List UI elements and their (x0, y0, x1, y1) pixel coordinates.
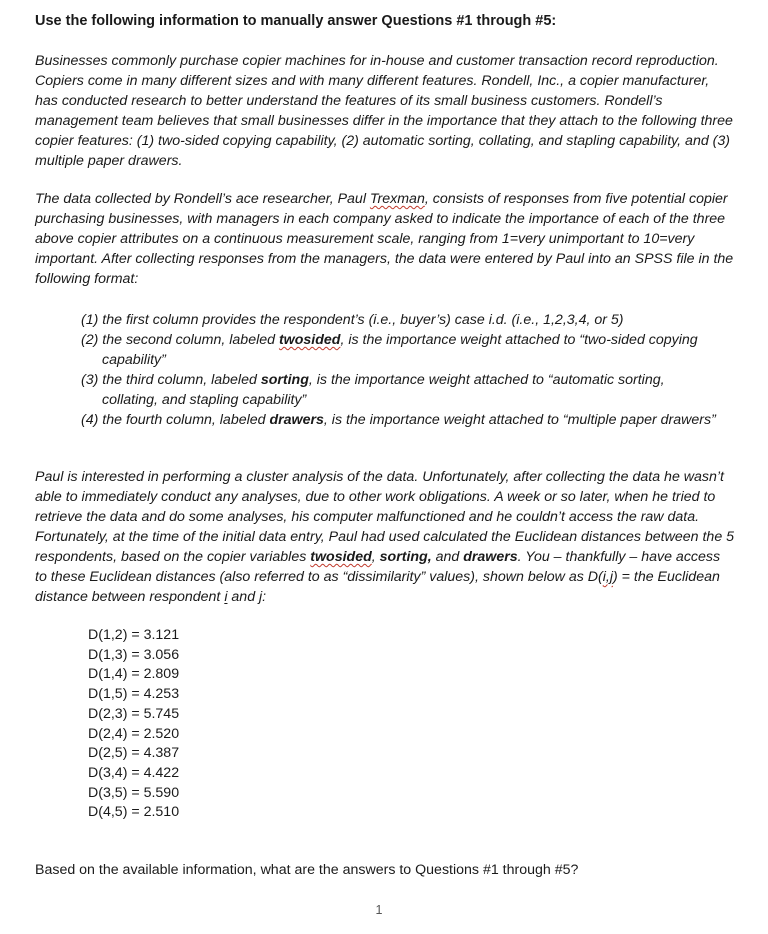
distance-value: D(1,3) = 3.056 (88, 646, 180, 663)
index-ij: i,j (602, 569, 613, 585)
distance-value: D(3,5) = 5.590 (88, 784, 180, 801)
list-item: (2) the second column, labeled twosided, is the importance weight attached to “two-sided copying capability” (81, 332, 698, 368)
index-i: i (224, 589, 228, 605)
list-item: (3) the third column, labeled sorting, is the importance weight attached to “automatic sorting, collating, and stapling capability” (81, 372, 665, 408)
variable-drawers: drawers (269, 412, 324, 428)
column-format-list (81, 310, 721, 430)
distance-list (88, 626, 179, 823)
variable-drawers: drawers (463, 549, 518, 565)
variable-twosided: twosided (310, 549, 372, 565)
page-number: 1 (375, 903, 383, 917)
data-description-paragraph (35, 189, 735, 289)
cluster-analysis-paragraph: Paul is interested in performing a cluster analysis of the data. Unfortunately, after collecting the data he wasn’t able to immediately conduct any analyses, due to other work obligations. A week or so later, when he tried to retrieve the data and do some analyses, his computer malfunctioned and he couldn’t access the raw data. Fortunately, at the time of the initial data entry, Paul had used calculated the Euclidean distances between the 5 respondents, based on the copier variables twosided, sorting, and drawers. You – thankfully – have access to these Euclidean distances (also referred to as “dissimilarity” values), shown below as D(i,j) = the Euclidean distance between respondent i and j: (35, 469, 735, 605)
distance-value: D(3,4) = 4.422 (88, 764, 180, 781)
closing-question: Based on the available information, what are the answers to Questions #1 through #5? (35, 862, 579, 878)
distance-value: D(2,3) = 5.745 (88, 705, 180, 722)
instructions-heading: Use the following information to manually answer Questions #1 through #5: (35, 13, 557, 29)
para2-text-before: The data collected by Rondell’s ace researcher, Paul (35, 191, 370, 207)
distance-value: D(4,5) = 2.510 (88, 804, 180, 821)
variable-twosided: twosided (278, 332, 341, 348)
distance-value: D(1,5) = 4.253 (88, 686, 180, 703)
list-item: (4) the fourth column, labeled drawers, is the importance weight attached to “multiple paper drawers” (81, 412, 716, 428)
distance-value: D(1,2) = 3.121 (88, 627, 180, 643)
intro-paragraph: Businesses commonly purchase copier machines for in-house and customer transaction record reproduction. Copiers come in many different sizes and with many different features. Rondell, Inc., a copier manufacturer, has conducted research to better understand the features of its small business customers. Rondell’s management team believes that small businesses differ in the importance that they attach to the following three copier features: (1) two-sided copying capability, (2) automatic sorting, collating, and stapling capability, and (3) multiple paper drawers. (35, 53, 733, 169)
distance-value: D(2,4) = 2.520 (88, 725, 180, 742)
variable-sorting: sorting (260, 372, 309, 388)
distance-value: D(1,4) = 2.809 (88, 666, 180, 683)
researcher-name: Trexman (369, 191, 425, 207)
para2-text-after: , consists of responses from five potential copier purchasing businesses, with managers in each company asked to indicate the importance of each of the three above copier attributes on a continuous measurement scale, ranging from 1=very unimportant to 10=very important. After collecting responses from the managers, the data were entered by Paul into an SPSS file in the following format: (35, 191, 734, 287)
variable-sorting: sorting, (379, 549, 432, 565)
distance-value: D(2,5) = 4.387 (88, 745, 180, 762)
list-item: (1) the first column provides the respondent’s (i.e., buyer’s) case i.d. (i.e., 1,2,3,4, or 5) (81, 312, 624, 328)
